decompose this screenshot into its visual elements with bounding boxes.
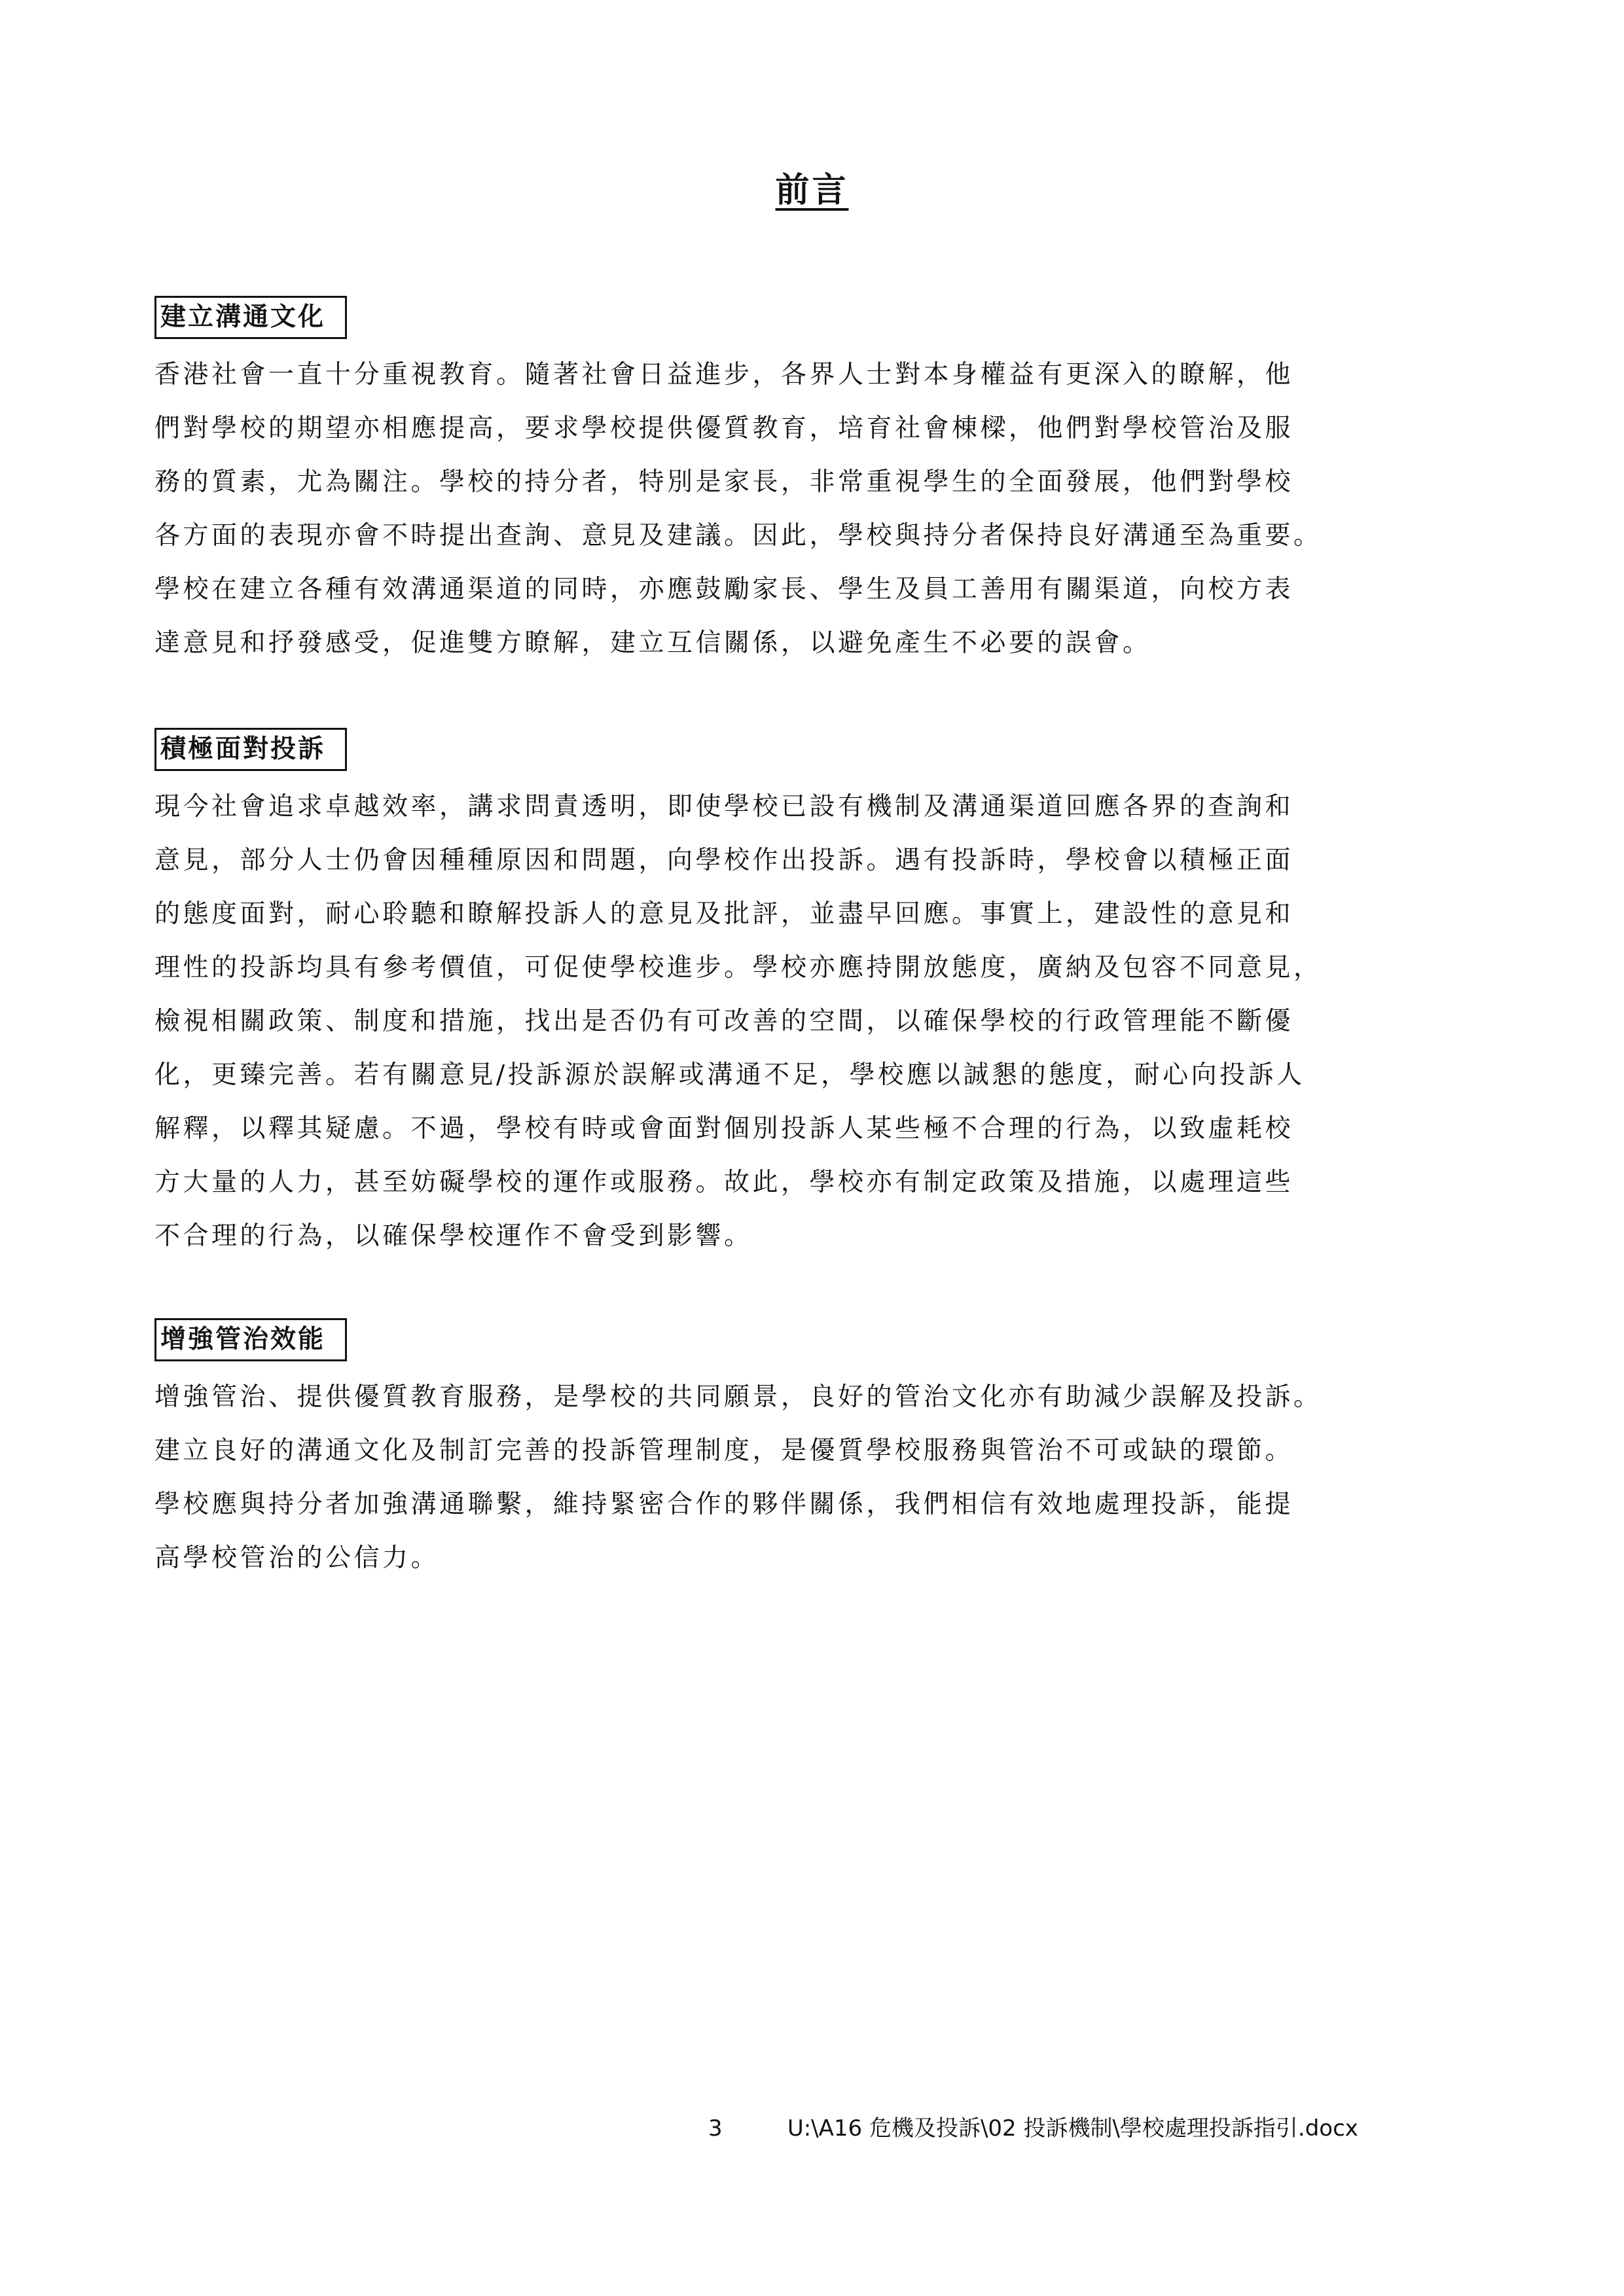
paragraph-line: 香港社會一直十分重視教育。隨著社會日益進步，各界人士對本身權益有更深入的瞭解，他 <box>154 360 1294 389</box>
section-heading: 增強管治效能 <box>154 1318 347 1361</box>
paragraph-line: 檢視相關政策、制度和措施，找出是否仍有可改善的空間，以確保學校的行政管理能不斷優 <box>154 1007 1294 1036</box>
paragraph-line: 化，更臻完善。若有關意見/投訴源於誤解或溝通不足，學校應以誠懇的態度，耐心向投訴人 <box>154 1060 1305 1090</box>
page-title: 前言 <box>775 170 849 210</box>
paragraph-line: 學校應與持分者加強溝通聯繫，維持緊密合作的夥伴關係，我們相信有效地處理投訴，能提 <box>154 1490 1294 1519</box>
paragraph-line: 意見，部分人士仍會因種種原因和問題，向學校作出投訴。遇有投訴時，學校會以積極正面 <box>154 846 1294 875</box>
paragraph-line: 現今社會追求卓越效率，講求問責透明，即使學校已設有機制及溝通渠道回應各界的查詢和 <box>154 792 1294 821</box>
paragraph-line: 的態度面對，耐心聆聽和瞭解投訴人的意見及批評，並盡早回應。事實上，建設性的意見和 <box>154 899 1294 929</box>
paragraph-line: 方大量的人力，甚至妨礙學校的運作或服務。故此，學校亦有制定政策及措施，以處理這些 <box>154 1168 1294 1197</box>
paragraph-line: 增強管治、提供優質教育服務，是學校的共同願景，良好的管治文化亦有助減少誤解及投訴。 <box>154 1382 1322 1412</box>
paragraph-line: 各方面的表現亦會不時提出查詢、意見及建議。因此，學校與持分者保持良好溝通至為重要。 <box>154 521 1322 550</box>
section-heading: 建立溝通文化 <box>154 296 347 339</box>
paragraph-line: 建立良好的溝通文化及制訂完善的投訴管理制度，是優質學校服務與管治不可或缺的環節。 <box>154 1436 1294 1465</box>
paragraph-line: 們對學校的期望亦相應提高，要求學校提供優質教育，培育社會棟樑，他們對學校管治及服 <box>154 414 1294 443</box>
paragraph-line: 高學校管治的公信力。 <box>154 1543 440 1573</box>
page-footer <box>708 2110 1358 2142</box>
section-paragraph <box>154 1371 1470 1585</box>
paragraph-line: 不合理的行為，以確保學校運作不會受到影響。 <box>154 1221 753 1251</box>
section-face-complaints-positively <box>154 728 1470 1263</box>
section-paragraph <box>154 780 1470 1263</box>
section-build-communication-culture <box>154 296 1470 670</box>
page-number: 3 <box>708 2115 723 2142</box>
section-heading: 積極面對投訴 <box>154 728 347 771</box>
paragraph-line: 理性的投訴均具有參考價值，可促使學校進步。學校亦應持開放態度，廣納及包容不同意見， <box>154 953 1322 982</box>
section-enhance-governance <box>154 1318 1470 1585</box>
paragraph-line: 務的質素，尤為關注。學校的持分者，特別是家長，非常重視學生的全面發展，他們對學校 <box>154 467 1294 497</box>
paragraph-line: 達意見和抒發感受，促進雙方瞭解，建立互信關係，以避免產生不必要的誤會。 <box>154 628 1151 658</box>
paragraph-line: 學校在建立各種有效溝通渠道的同時，亦應鼓勵家長、學生及員工善用有關渠道，向校方表 <box>154 575 1294 604</box>
section-paragraph <box>154 348 1470 670</box>
paragraph-line: 解釋，以釋其疑慮。不過，學校有時或會面對個別投訴人某些極不合理的行為，以致虛耗校 <box>154 1114 1294 1143</box>
file-path: U:\A16 危機及投訴\02 投訴機制\學校處理投訴指引.docx <box>787 2115 1358 2142</box>
